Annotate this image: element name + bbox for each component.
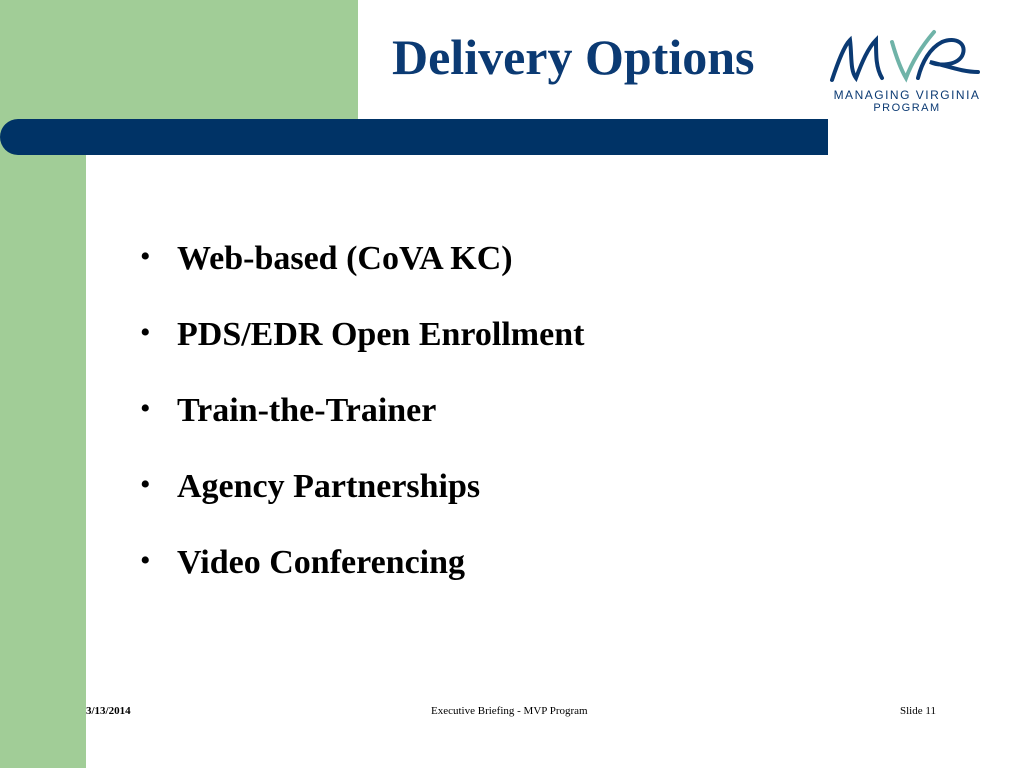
navy-title-bar [0,119,828,155]
logo-text-line1: MANAGING VIRGINIA [833,88,981,102]
bullet-dot: • [140,240,151,273]
mvp-logo [826,22,988,118]
slide-title: Delivery Options [392,29,755,85]
bullet-dot: • [140,544,151,577]
footer-slide-number: Slide 11 [900,705,936,717]
footer-title: Executive Briefing - MVP Program [431,705,588,717]
bullet-text: Train-the-Trainer [177,392,437,429]
footer-date: 3/13/2014 [86,705,131,717]
bullet-text: Agency Partnerships [177,468,481,505]
bullet-text: Video Conferencing [177,544,466,581]
bullet-dot: • [140,468,151,501]
bullet-text: PDS/EDR Open Enrollment [177,316,585,353]
bullet-dot: • [140,392,151,425]
logo-text-line2: PROGRAM [873,102,941,114]
green-left-stripe [0,0,86,768]
mvp-logo-mark [826,22,988,88]
bullet-text: Web-based (CoVA KC) [177,240,513,277]
bullet-dot: • [140,316,151,349]
